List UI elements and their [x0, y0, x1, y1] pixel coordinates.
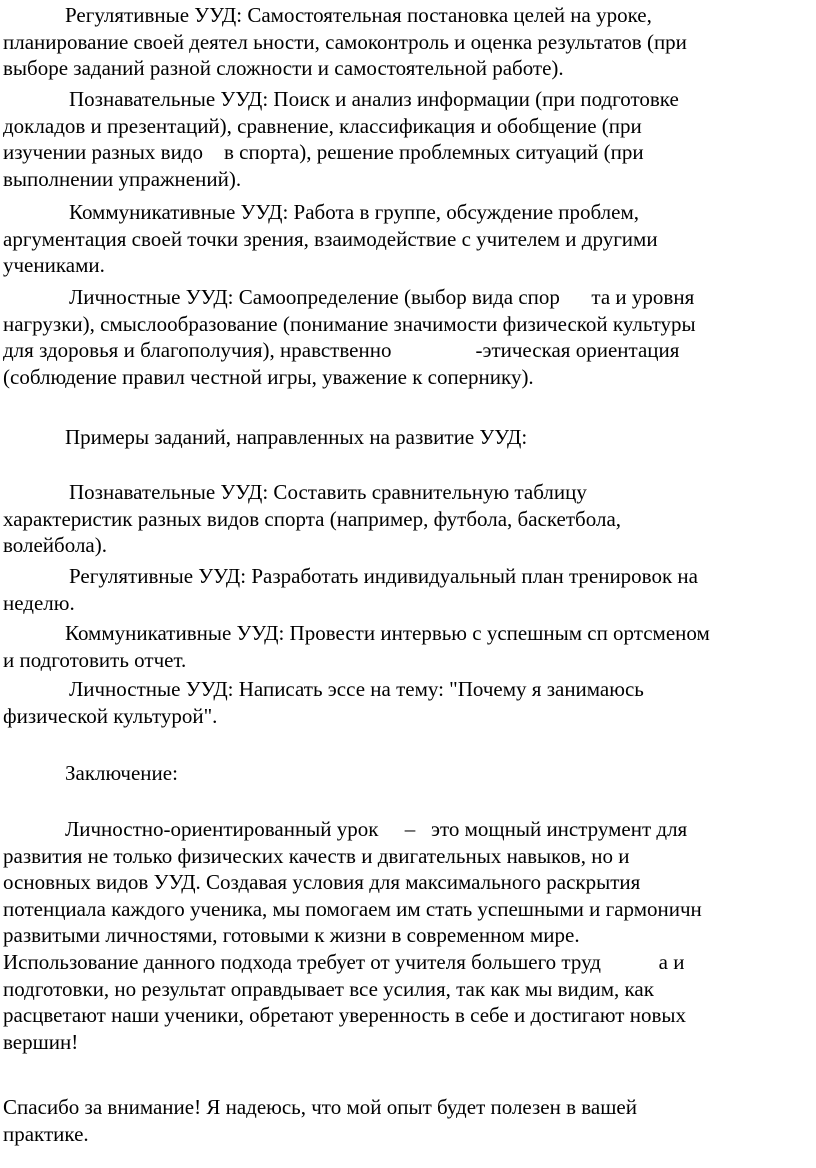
text-line: Регулятивные УУД: Самостоятельная постановка целей на уроке,	[65, 3, 652, 27]
conclusion-heading	[0, 760, 178, 787]
text-line: Личностно-ориентированный урок – это мощный инструмент для	[65, 817, 688, 841]
text-line: Познавательные УУД: Составить сравнительную таблицу	[69, 480, 587, 504]
text-line: Коммуникативные УУД: Провести интервью с успешным сп ортсменом	[65, 621, 710, 645]
text-line: Личностные УУД: Самоопределение (выбор вида спор та и уровня	[69, 285, 695, 309]
text-line: характеристик разных видов спорта (например, футбола, баскетбола,	[3, 506, 622, 531]
text-line: вершин!	[3, 1029, 79, 1054]
example-communicative	[0, 620, 710, 673]
text-line: практике.	[3, 1121, 89, 1146]
text-line: физической культурой".	[3, 703, 218, 728]
paragraph-conclusion	[0, 816, 702, 1055]
text-line: Личностные УУД: Написать эссе на тему: "Почему я занимаюсь	[69, 677, 644, 701]
heading-text: Заключение:	[65, 761, 178, 785]
text-line: для здоровья и благополучия), нравственно -этическая ориентация	[3, 338, 680, 363]
heading-text: Примеры заданий, направленных на развитие УУД:	[65, 425, 528, 449]
text-line: выборе заданий разной сложности и самостоятельной работе).	[3, 56, 564, 81]
text-line: планирование своей деятел ьности, самоконтроль и оценка результатов (при	[3, 29, 687, 54]
text-line: Спасибо за внимание! Я надеюсь, что мой опыт будет полезен в вашей	[3, 1095, 637, 1119]
text-line: изучении разных видо в спорта), решение проблемных ситуаций (при	[3, 140, 644, 165]
text-line: аргументация своей точки зрения, взаимодействие с учителем и другими	[3, 226, 658, 251]
text-line: подготовки, но результат оправдывает все усилия, так как мы видим, как	[3, 976, 654, 1001]
paragraph-thanks	[0, 1094, 637, 1147]
paragraph-communicative-uud	[0, 199, 658, 279]
text-line: нагрузки), смыслообразование (понимание значимости физической культуры	[3, 311, 696, 336]
text-line: Коммуникативные УУД: Работа в группе, обсуждение проблем,	[69, 200, 640, 224]
text-line: учениками.	[3, 253, 105, 278]
example-cognitive	[0, 479, 621, 559]
text-line: развитыми личностями, готовыми к жизни в современном мире.	[3, 923, 580, 948]
text-line: основных видов УУД. Создавая условия для максимального раскрытия	[3, 870, 641, 895]
text-line: докладов и презентаций), сравнение, классификация и обобщение (при	[3, 113, 642, 138]
text-line: Регулятивные УУД: Разработать индивидуальный план тренировок на	[69, 564, 698, 588]
examples-heading	[0, 424, 527, 451]
text-line: (соблюдение правил честной игры, уважение к сопернику).	[3, 364, 534, 389]
text-line: и подготовить отчет.	[3, 647, 187, 672]
example-personal	[0, 676, 644, 729]
text-line: волейбола).	[3, 533, 107, 558]
text-line: Использование данного подхода требует от учителя большего труд а и	[3, 949, 685, 974]
text-line: развития не только физических качеств и двигательных навыков, но и	[3, 843, 630, 868]
paragraph-regulatory-uud	[0, 2, 687, 82]
paragraph-cognitive-uud	[0, 86, 679, 192]
text-line: Познавательные УУД: Поиск и анализ информации (при подготовке	[69, 87, 679, 111]
text-line: потенциала каждого ученика, мы помогаем им стать успешными и гармоничн	[3, 896, 702, 921]
text-line: расцветают наши ученики, обретают уверенность в себе и достигают новых	[3, 1003, 686, 1028]
text-line: выполнении упражнений).	[3, 166, 242, 191]
text-line: неделю.	[3, 590, 75, 615]
example-regulatory	[0, 563, 698, 616]
paragraph-personal-uud	[0, 284, 696, 390]
